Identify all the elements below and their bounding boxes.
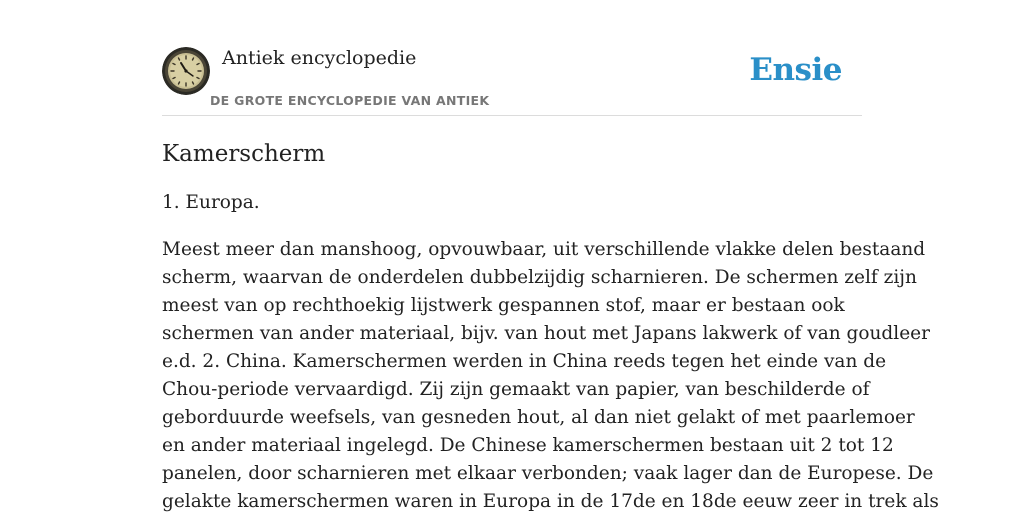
site-title[interactable]: Antiek encyclopedie bbox=[222, 47, 417, 69]
body-line: meest van op rechthoekig lijstwerk gespannen stof, maar er bestaan ook bbox=[162, 295, 845, 316]
body-line: scherm, waarvan de onderdelen dubbelzijdig scharnieren. De schermen zelf zijn bbox=[162, 267, 917, 288]
body-line: schermen van ander materiaal, bijv. van hout met Japans lakwerk of van goudleer bbox=[162, 323, 930, 344]
body-line: Meest meer dan manshoog, opvouwbaar, uit verschillende vlakke delen bestaand bbox=[162, 239, 926, 260]
body-line: e.d. 2. China. Kamerschermen werden in China reeds tegen het einde van de bbox=[162, 351, 887, 372]
header-divider bbox=[162, 115, 862, 116]
entry-body bbox=[162, 236, 939, 512]
site-tagline: DE GROTE ENCYCLOPEDIE VAN ANTIEK bbox=[210, 93, 490, 108]
body-line: geborduurde weefsels, van gesneden hout, al dan niet gelakt of met paarlemoer bbox=[162, 407, 915, 428]
body-line: gelakte kamerschermen waren in Europa in de 17de en 18de eeuw zeer in trek als bbox=[162, 491, 939, 512]
entry-title: Kamerscherm bbox=[162, 141, 326, 167]
article-content bbox=[162, 138, 939, 512]
antique-clock-icon[interactable] bbox=[162, 47, 210, 95]
entry-subheading: 1. Europa. bbox=[162, 192, 260, 213]
body-line: Chou-periode vervaardigd. Zij zijn gemaakt van papier, van beschilderde of bbox=[162, 379, 870, 400]
ensie-brand-logo[interactable]: Ensie bbox=[749, 52, 842, 88]
body-line: en ander materiaal ingelegd. De Chinese kamerschermen bestaan uit 2 tot 12 bbox=[162, 435, 894, 456]
body-line: panelen, door scharnieren met elkaar verbonden; vaak lager dan de Europese. De bbox=[162, 463, 934, 484]
clock-logo-graphic bbox=[162, 47, 210, 95]
site-header bbox=[162, 46, 862, 116]
